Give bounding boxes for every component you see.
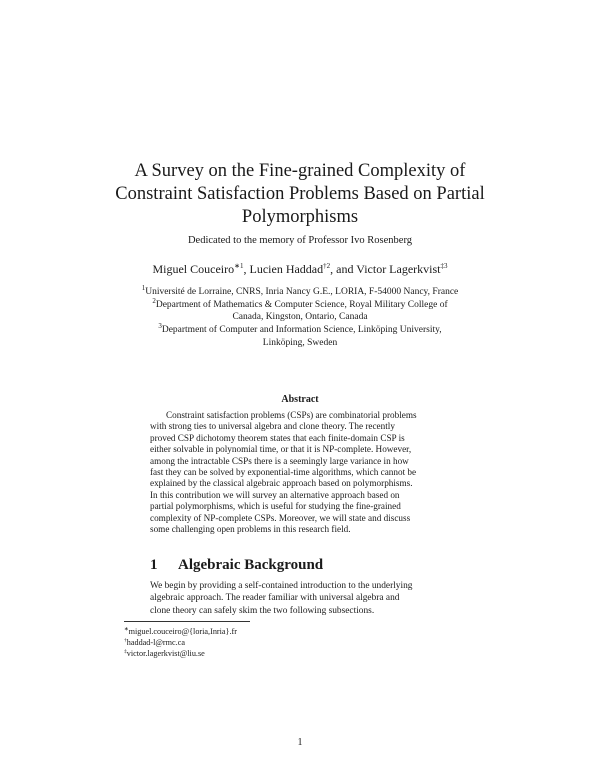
affiliation-text: Department of Mathematics & Computer Science, Royal Military College of (155, 299, 448, 310)
affiliation-line (110, 283, 490, 299)
affiliation-line: Linköping, Sweden (262, 337, 338, 348)
abstract-line: In this contribution we will survey an alternative approach based on (150, 489, 400, 500)
author-name: Miguel Couceiro (152, 262, 235, 276)
author-name: Lucien Haddad (249, 262, 324, 276)
affiliation-text: Université de Lorraine, CNRS, Inria Nancy G.E., LORIA, F-54000 Nancy, France (145, 287, 459, 297)
title-line: A Survey on the Fine-grained Complexity of (134, 161, 466, 181)
footnote-email[interactable]: miguel.couceiro@{loria,Inria}.fr (128, 627, 237, 636)
body-line: clone theory can safely skim the two following subsections. (150, 605, 375, 616)
footnote-email[interactable]: victor.lagerkvist@liu.se (126, 649, 205, 658)
abstract-body (150, 410, 460, 535)
title-line: Polymorphisms (241, 207, 359, 227)
author-marks: ∗1 (234, 262, 244, 270)
author-separator: , and (330, 262, 357, 276)
affiliations (110, 283, 490, 350)
abstract-line: complexity of NP-complete CSPs. Moreover, we will state and discuss (150, 512, 411, 523)
dedication: Dedicated to the memory of Professor Ivo Rosenberg (187, 235, 413, 246)
body-line: algebraic approach. The reader familiar with universal algebra and (150, 593, 400, 604)
section-title: Algebraic Background (178, 557, 324, 573)
abstract-heading: Abstract (281, 394, 319, 405)
abstract-line: explained by the classical algebraic approach based on polymorphisms. (150, 478, 413, 489)
footnote-mark: † (124, 637, 127, 644)
section-number: 1 (150, 557, 158, 573)
abstract-line: with strong ties to universal algebra and clone theory. The recently (150, 421, 395, 432)
abstract-line: either solvable in polynomial time, or that it is NP-complete. However, (150, 444, 412, 455)
abstract-line: proved CSP dichotomy theorem states that each finite-domain CSP is (150, 432, 405, 443)
paper-title (80, 160, 520, 229)
footnote (124, 648, 237, 659)
abstract-line: fast they can be solved by exponential-time algorithms, which cannot be (150, 467, 417, 478)
page-number: 1 (297, 737, 303, 748)
author-name: Victor Lagerkvist (356, 262, 441, 276)
footnote-rule (124, 621, 250, 622)
footnote-email[interactable]: haddad-l@rmc.ca (126, 638, 185, 647)
abstract-line: Constraint satisfaction problems (CSPs) are combinatorial problems (166, 410, 417, 420)
affiliation-line (110, 321, 490, 337)
affiliation-mark: 1 (141, 283, 146, 292)
footnote-mark: ‡ (124, 648, 127, 655)
abstract-line: some challenging open problems in this research field. (150, 524, 351, 535)
affiliation-line: Canada, Kingston, Ontario, Canada (232, 312, 368, 323)
footnote (124, 626, 237, 637)
footnote (124, 637, 237, 648)
footnotes (124, 626, 237, 659)
abstract-line: among the intractable CSPs there is a seemingly large variance in how (150, 455, 409, 466)
affiliation-mark: 3 (158, 321, 162, 330)
author-separator: , (243, 262, 250, 276)
section-heading (150, 557, 323, 574)
author-marks: ‡3 (440, 262, 448, 270)
abstract-line: partial polymorphisms, which is useful for studying the fine-grained (150, 501, 401, 512)
body-line: We begin by providing a self-contained introduction to the underlying (150, 581, 413, 591)
affiliation-text: Department of Computer and Information Science, Linköping University, (161, 325, 442, 336)
author-list (60, 262, 540, 277)
footnote-mark: ∗ (124, 626, 129, 633)
affiliation-line (110, 296, 490, 312)
affiliation-mark: 2 (152, 296, 156, 305)
section-body (150, 580, 460, 617)
author-marks: †2 (323, 262, 331, 270)
title-line: Constraint Satisfaction Problems Based on Partial (115, 184, 485, 204)
